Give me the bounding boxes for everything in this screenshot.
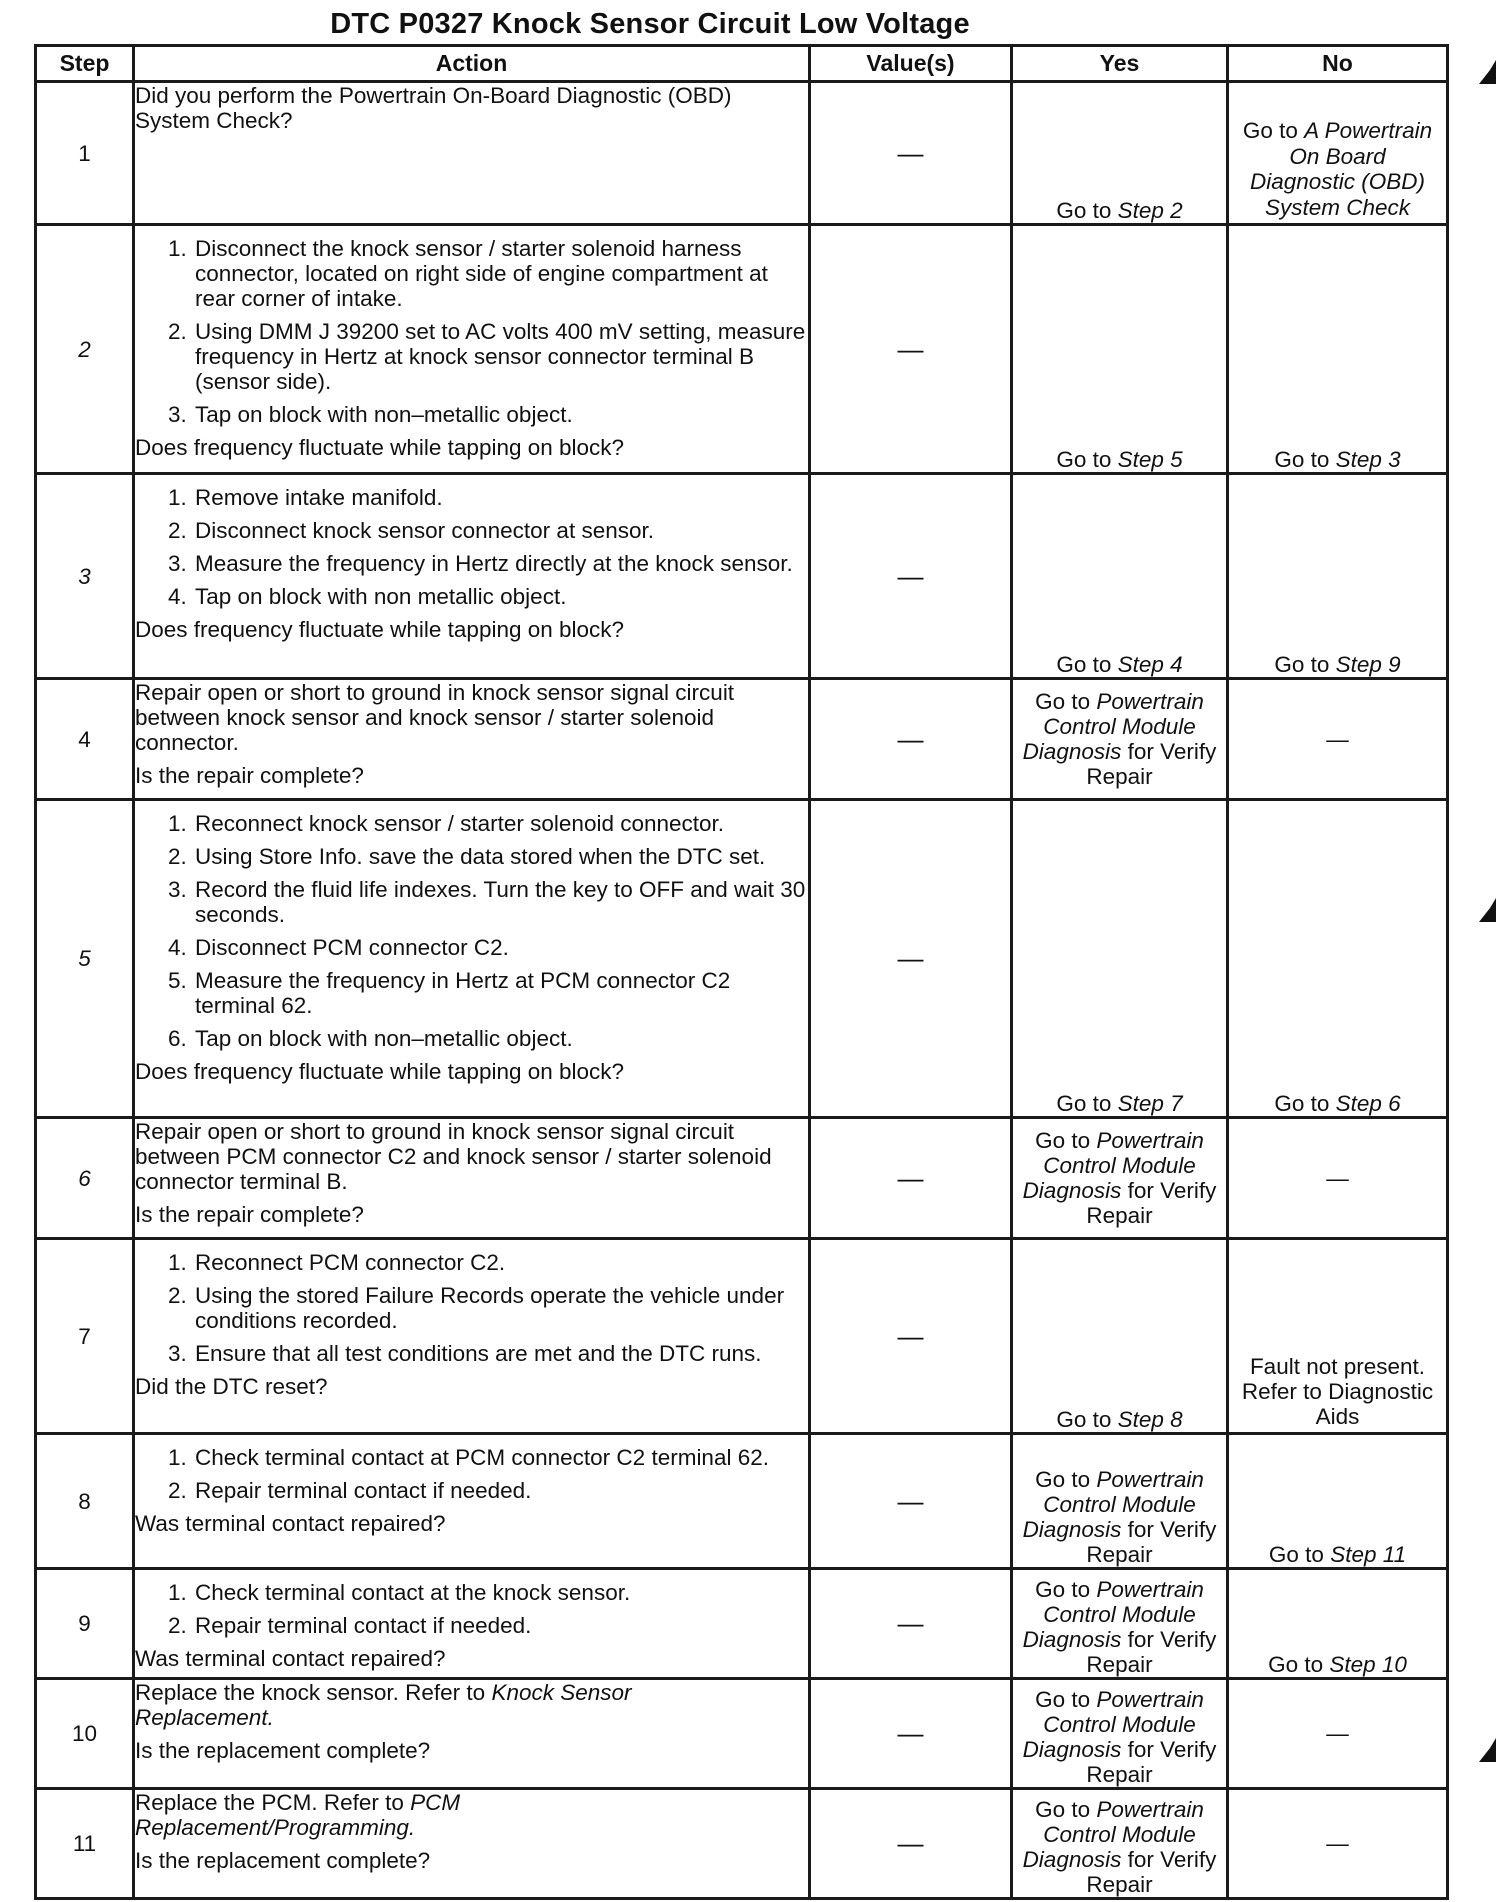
step-number: 6	[36, 1118, 134, 1239]
table-row	[36, 800, 1448, 1118]
no-cell: —	[1228, 1789, 1448, 1899]
yes-link[interactable]: Powertrain Control Module Diagnosis	[1022, 1797, 1204, 1872]
yes-link[interactable]: Step 2	[1117, 198, 1183, 223]
yes-cell	[1012, 800, 1228, 1118]
action-item: 1. Check terminal contact at PCM connector C2 terminal 62.	[193, 1445, 808, 1470]
table-row	[36, 679, 1448, 800]
yes-text-suffix: for Verify Repair	[1086, 1847, 1217, 1897]
action-cell	[134, 1118, 810, 1239]
table-row	[36, 1789, 1448, 1899]
table-row	[36, 1434, 1448, 1569]
action-item: 3. Tap on block with non–metallic object.	[193, 402, 808, 427]
action-cell	[134, 225, 810, 474]
table-row	[36, 225, 1448, 474]
no-cell	[1228, 800, 1448, 1118]
yes-text: Go to	[1035, 689, 1097, 714]
margin-mark-icon	[1479, 1738, 1496, 1762]
margin-mark-icon	[1479, 898, 1496, 922]
yes-cell	[1012, 1434, 1228, 1569]
action-list	[135, 485, 808, 609]
table-row	[36, 82, 1448, 225]
yes-text: Go to	[1035, 1577, 1097, 1602]
yes-text-suffix: for Verify Repair	[1086, 1627, 1217, 1677]
value-cell: —	[810, 1434, 1012, 1569]
action-question: Is the replacement complete?	[135, 1738, 431, 1763]
no-cell: Fault not present. Refer to Diagnostic Aids	[1228, 1239, 1448, 1434]
yes-cell	[1012, 1118, 1228, 1239]
action-item: 2. Disconnect knock sensor connector at sensor.	[193, 518, 808, 543]
action-cell	[134, 474, 810, 679]
table-row	[36, 1239, 1448, 1434]
action-text: Repair open or short to ground in knock sensor signal circuit between knock sensor and knock sensor / starter solenoid connector.	[135, 680, 735, 755]
action-item: 3. Record the fluid life indexes. Turn the key to OFF and wait 30 seconds.	[193, 877, 808, 927]
step-number: 10	[36, 1679, 134, 1789]
yes-link[interactable]: Powertrain Control Module Diagnosis	[1022, 1128, 1204, 1203]
action-text	[135, 1790, 808, 1840]
no-link[interactable]: A Powertrain On Board Diagnostic (OBD) System Check	[1249, 118, 1433, 220]
step-number: 11	[36, 1789, 134, 1899]
action-text: Did you perform the Powertrain On-Board Diagnostic (OBD) System Check?	[135, 83, 732, 133]
step-number: 1	[36, 82, 134, 225]
action-item: 6. Tap on block with non–metallic object.	[193, 1026, 808, 1051]
action-item: 2. Using DMM J 39200 set to AC volts 400 mV setting, measure frequency in Hertz at knock sensor connector terminal B (sensor side).	[193, 319, 808, 394]
yes-cell	[1012, 1789, 1228, 1899]
action-cell	[134, 1679, 810, 1789]
table-header-row	[36, 46, 1448, 82]
yes-text: Go to	[1056, 198, 1118, 223]
table-row	[36, 1569, 1448, 1679]
action-text: Repair open or short to ground in knock sensor signal circuit between PCM connector C2 and knock sensor / starter solenoid connector terminal B.	[135, 1119, 772, 1194]
yes-cell	[1012, 1679, 1228, 1789]
action-cell	[134, 800, 810, 1118]
no-text: Go to	[1274, 652, 1336, 677]
yes-link[interactable]: Powertrain Control Module Diagnosis	[1022, 1467, 1204, 1542]
action-item: 2. Repair terminal contact if needed.	[193, 1613, 808, 1638]
header-yes: Yes	[1012, 46, 1228, 82]
action-question: Does frequency fluctuate while tapping on block?	[135, 435, 625, 460]
yes-text: Go to	[1056, 652, 1118, 677]
no-text: Go to	[1268, 1652, 1330, 1677]
yes-text: Go to	[1035, 1687, 1097, 1712]
action-cell	[134, 82, 810, 225]
value-cell: —	[810, 1569, 1012, 1679]
no-cell	[1228, 225, 1448, 474]
action-item: 4. Tap on block with non metallic object.	[193, 584, 808, 609]
no-link[interactable]: Step 9	[1335, 652, 1401, 677]
action-item: 1. Check terminal contact at the knock sensor.	[193, 1580, 808, 1605]
yes-text-suffix: for Verify Repair	[1086, 739, 1217, 789]
yes-text-suffix: for Verify Repair	[1086, 1178, 1217, 1228]
step-number: 5	[36, 800, 134, 1118]
action-list	[135, 1445, 808, 1503]
step-number: 8	[36, 1434, 134, 1569]
action-question: Does frequency fluctuate while tapping on block?	[135, 1059, 625, 1084]
table-row	[36, 1679, 1448, 1789]
yes-cell	[1012, 1569, 1228, 1679]
step-number: 2	[36, 225, 134, 474]
yes-link[interactable]: Step 4	[1117, 652, 1183, 677]
action-item: 3. Ensure that all test conditions are met and the DTC runs.	[193, 1341, 808, 1366]
action-item: 2. Using Store Info. save the data stored when the DTC set.	[193, 844, 808, 869]
diagnostic-table	[34, 44, 1449, 1900]
no-cell: —	[1228, 679, 1448, 800]
action-list	[135, 811, 808, 1051]
header-values: Value(s)	[810, 46, 1012, 82]
action-item: 5. Measure the frequency in Hertz at PCM connector C2 terminal 62.	[193, 968, 808, 1018]
value-cell: —	[810, 1679, 1012, 1789]
action-list	[135, 1580, 808, 1638]
page-title: DTC P0327 Knock Sensor Circuit Low Voltage	[330, 8, 970, 40]
action-item: 1. Remove intake manifold.	[193, 485, 808, 510]
action-question: Is the repair complete?	[135, 763, 364, 788]
header-step: Step	[36, 46, 134, 82]
yes-link[interactable]: Powertrain Control Module Diagnosis	[1022, 689, 1204, 764]
action-cell	[134, 1434, 810, 1569]
action-cell	[134, 1569, 810, 1679]
value-cell: —	[810, 1789, 1012, 1899]
reference-link[interactable]: Knock Sensor Replacement.	[135, 1680, 632, 1730]
action-item: 3. Measure the frequency in Hertz directly at the knock sensor.	[193, 551, 808, 576]
yes-cell	[1012, 679, 1228, 800]
header-action: Action	[134, 46, 810, 82]
header-no: No	[1228, 46, 1448, 82]
no-cell: —	[1228, 1118, 1448, 1239]
yes-link[interactable]: Step 8	[1117, 1407, 1183, 1432]
value-cell: —	[810, 82, 1012, 225]
yes-text-suffix: for Verify Repair	[1086, 1737, 1217, 1787]
no-link[interactable]: Step 6	[1335, 1091, 1401, 1116]
yes-text: Go to	[1035, 1128, 1097, 1153]
step-number: 7	[36, 1239, 134, 1434]
step-number: 4	[36, 679, 134, 800]
yes-text: Go to	[1035, 1797, 1097, 1822]
yes-cell	[1012, 82, 1228, 225]
action-item: 4. Disconnect PCM connector C2.	[193, 935, 808, 960]
no-text: Go to	[1274, 447, 1336, 472]
no-cell	[1228, 474, 1448, 679]
yes-cell	[1012, 225, 1228, 474]
action-text-plain: Replace the knock sensor. Refer to	[135, 1680, 492, 1705]
value-cell: —	[810, 1239, 1012, 1434]
no-cell: —	[1228, 1679, 1448, 1789]
action-question: Is the replacement complete?	[135, 1848, 431, 1873]
yes-link[interactable]: Step 7	[1117, 1091, 1183, 1116]
yes-text: Go to	[1056, 1091, 1118, 1116]
action-cell	[134, 1789, 810, 1899]
yes-text: Go to	[1056, 447, 1118, 472]
table-row	[36, 474, 1448, 679]
yes-text: Go to	[1056, 1407, 1118, 1432]
yes-link[interactable]: Powertrain Control Module Diagnosis	[1022, 1577, 1204, 1652]
value-cell: —	[810, 474, 1012, 679]
action-cell	[134, 1239, 810, 1434]
action-cell	[134, 679, 810, 800]
action-question: Was terminal contact repaired?	[135, 1646, 446, 1671]
value-cell: —	[810, 225, 1012, 474]
no-cell	[1228, 1569, 1448, 1679]
no-text: Go to	[1274, 1091, 1336, 1116]
action-item: 1. Disconnect the knock sensor / starter solenoid harness connector, located on right side of engine compartment at rear corner of intake.	[193, 236, 808, 311]
yes-text: Go to	[1035, 1467, 1097, 1492]
action-question: Does frequency fluctuate while tapping on block?	[135, 617, 625, 642]
no-link[interactable]: Step 10	[1329, 1652, 1407, 1677]
margin-mark-icon	[1479, 60, 1496, 84]
no-text: Go to	[1268, 1542, 1331, 1567]
value-cell: —	[810, 800, 1012, 1118]
no-link[interactable]: Step 3	[1335, 447, 1401, 472]
action-question: Is the repair complete?	[135, 1202, 364, 1227]
no-text: Go to	[1242, 118, 1305, 143]
reference-link[interactable]: PCM Replacement/Programming.	[135, 1790, 461, 1840]
action-text	[135, 1680, 808, 1730]
step-number: 9	[36, 1569, 134, 1679]
action-text-plain: Replace the PCM. Refer to	[135, 1790, 411, 1815]
step-number: 3	[36, 474, 134, 679]
action-item: 1. Reconnect PCM connector C2.	[193, 1250, 808, 1275]
action-item: 2. Repair terminal contact if needed.	[193, 1478, 808, 1503]
action-list	[135, 1250, 808, 1366]
value-cell: —	[810, 679, 1012, 800]
value-cell: —	[810, 1118, 1012, 1239]
yes-cell	[1012, 474, 1228, 679]
table-row	[36, 1118, 1448, 1239]
action-question: Did the DTC reset?	[135, 1374, 328, 1399]
yes-link[interactable]: Step 5	[1117, 447, 1183, 472]
action-item: 1. Reconnect knock sensor / starter solenoid connector.	[193, 811, 808, 836]
yes-text-suffix: for Verify Repair	[1086, 1517, 1217, 1567]
action-item: 2. Using the stored Failure Records operate the vehicle under conditions recorded.	[193, 1283, 808, 1333]
yes-cell	[1012, 1239, 1228, 1434]
no-link[interactable]: Step 11	[1330, 1542, 1407, 1567]
yes-link[interactable]: Powertrain Control Module Diagnosis	[1022, 1687, 1204, 1762]
action-list	[135, 236, 808, 427]
action-question: Was terminal contact repaired?	[135, 1511, 446, 1536]
no-cell	[1228, 1434, 1448, 1569]
no-cell	[1228, 82, 1448, 225]
